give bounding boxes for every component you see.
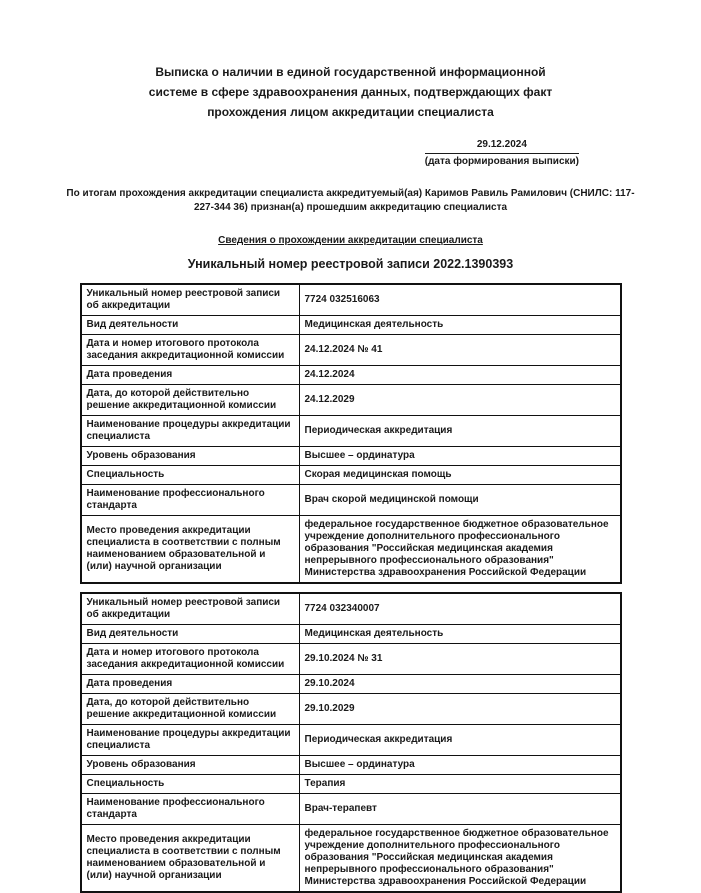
field-label: Уровень образования [81,447,300,466]
row-procedure-name [81,416,621,447]
document-title [0,62,701,122]
field-label: Наименование процедуры аккредитации специалиста [81,725,300,756]
field-value: 7724 032340007 [299,593,621,625]
field-value: 7724 032516063 [299,284,621,316]
field-value: Медицинская деятельность [299,316,621,335]
field-value: Высшее – ординатура [299,756,621,775]
registry-number-heading: Уникальный номер реестровой записи 2022.1390393 [187,257,514,271]
field-value: 24.12.2024 [299,366,621,385]
document-title-line: прохождения лицом аккредитации специалиста [207,105,494,119]
field-value: 29.10.2029 [299,694,621,725]
field-value: Периодическая аккредитация [299,725,621,756]
field-value: Скорая медицинская помощь [299,466,621,485]
field-value: Врач скорой медицинской помощи [299,485,621,516]
accreditation-record-table-2 [80,592,622,893]
field-label: Наименование профессионального стандарта [81,485,300,516]
section-heading: Сведения о прохождении аккредитации специалиста [218,235,483,246]
intro-paragraph: По итогам прохождения аккредитации специалиста аккредитуемый(ая) Каримов Равиль Рамилович (СНИЛС: 117-227-344 36) признан(а) прошедшим аккредитацию специалиста [66,188,635,213]
row-activity-type [81,316,621,335]
field-label: Специальность [81,775,300,794]
row-education-level [81,756,621,775]
field-value: Высшее – ординатура [299,447,621,466]
field-label: Дата, до которой действительно решение аккредитационной комиссии [81,385,300,416]
field-value: федеральное государственное бюджетное образовательное учреждение дополнительного профессионального образования "Российская медицинская академия непрерывного профессионального образования" Министерства здравоохранения Российской Федерации [299,825,621,893]
field-label: Дата, до которой действительно решение аккредитационной комиссии [81,694,300,725]
row-specialty [81,466,621,485]
row-event-date [81,366,621,385]
row-accreditation-place [81,516,621,584]
field-label: Наименование профессионального стандарта [81,794,300,825]
field-label: Место проведения аккредитации специалиста в соответствии с полным наименованием образовательной и (или) научной организации [81,825,300,893]
field-value: федеральное государственное бюджетное образовательное учреждение дополнительного профессионального образования "Российская медицинская академия непрерывного профессионального образования" Министерства здравоохранения Российской Федерации [299,516,621,584]
issue-date-caption: (дата формирования выписки) [424,156,579,167]
field-value: Терапия [299,775,621,794]
row-registry-number [81,593,621,625]
field-value: 24.12.2029 [299,385,621,416]
row-accreditation-place [81,825,621,893]
row-registry-number [81,284,621,316]
field-label: Дата и номер итогового протокола заседания аккредитационной комиссии [81,335,300,366]
row-professional-standard [81,485,621,516]
row-education-level [81,447,621,466]
field-label: Наименование процедуры аккредитации специалиста [81,416,300,447]
field-label: Дата и номер итогового протокола заседания аккредитационной комиссии [81,644,300,675]
row-protocol-date-number [81,644,621,675]
field-label: Дата проведения [81,675,300,694]
field-label: Уровень образования [81,756,300,775]
field-value: Медицинская деятельность [299,625,621,644]
field-label: Специальность [81,466,300,485]
accreditation-record-table-1 [80,283,622,584]
document-title-line: системе в сфере здравоохранения данных, подтверждающих факт [148,85,553,99]
field-label: Дата проведения [81,366,300,385]
issue-date-block [0,139,701,168]
field-value: Врач-терапевт [299,794,621,825]
row-event-date [81,675,621,694]
issue-date: 29.12.2024 [425,139,579,154]
row-specialty [81,775,621,794]
document-title-line: Выписка о наличии в единой государственной информационной [155,65,546,79]
field-label: Уникальный номер реестровой записи об аккредитации [81,284,300,316]
field-value: 24.12.2024 № 41 [299,335,621,366]
row-procedure-name [81,725,621,756]
field-value: Периодическая аккредитация [299,416,621,447]
row-protocol-date-number [81,335,621,366]
row-activity-type [81,625,621,644]
row-professional-standard [81,794,621,825]
row-valid-until-date [81,385,621,416]
field-label: Уникальный номер реестровой записи об аккредитации [81,593,300,625]
field-label: Вид деятельности [81,316,300,335]
field-value: 29.10.2024 № 31 [299,644,621,675]
row-valid-until-date [81,694,621,725]
field-label: Место проведения аккредитации специалиста в соответствии с полным наименованием образовательной и (или) научной организации [81,516,300,584]
field-label: Вид деятельности [81,625,300,644]
field-value: 29.10.2024 [299,675,621,694]
